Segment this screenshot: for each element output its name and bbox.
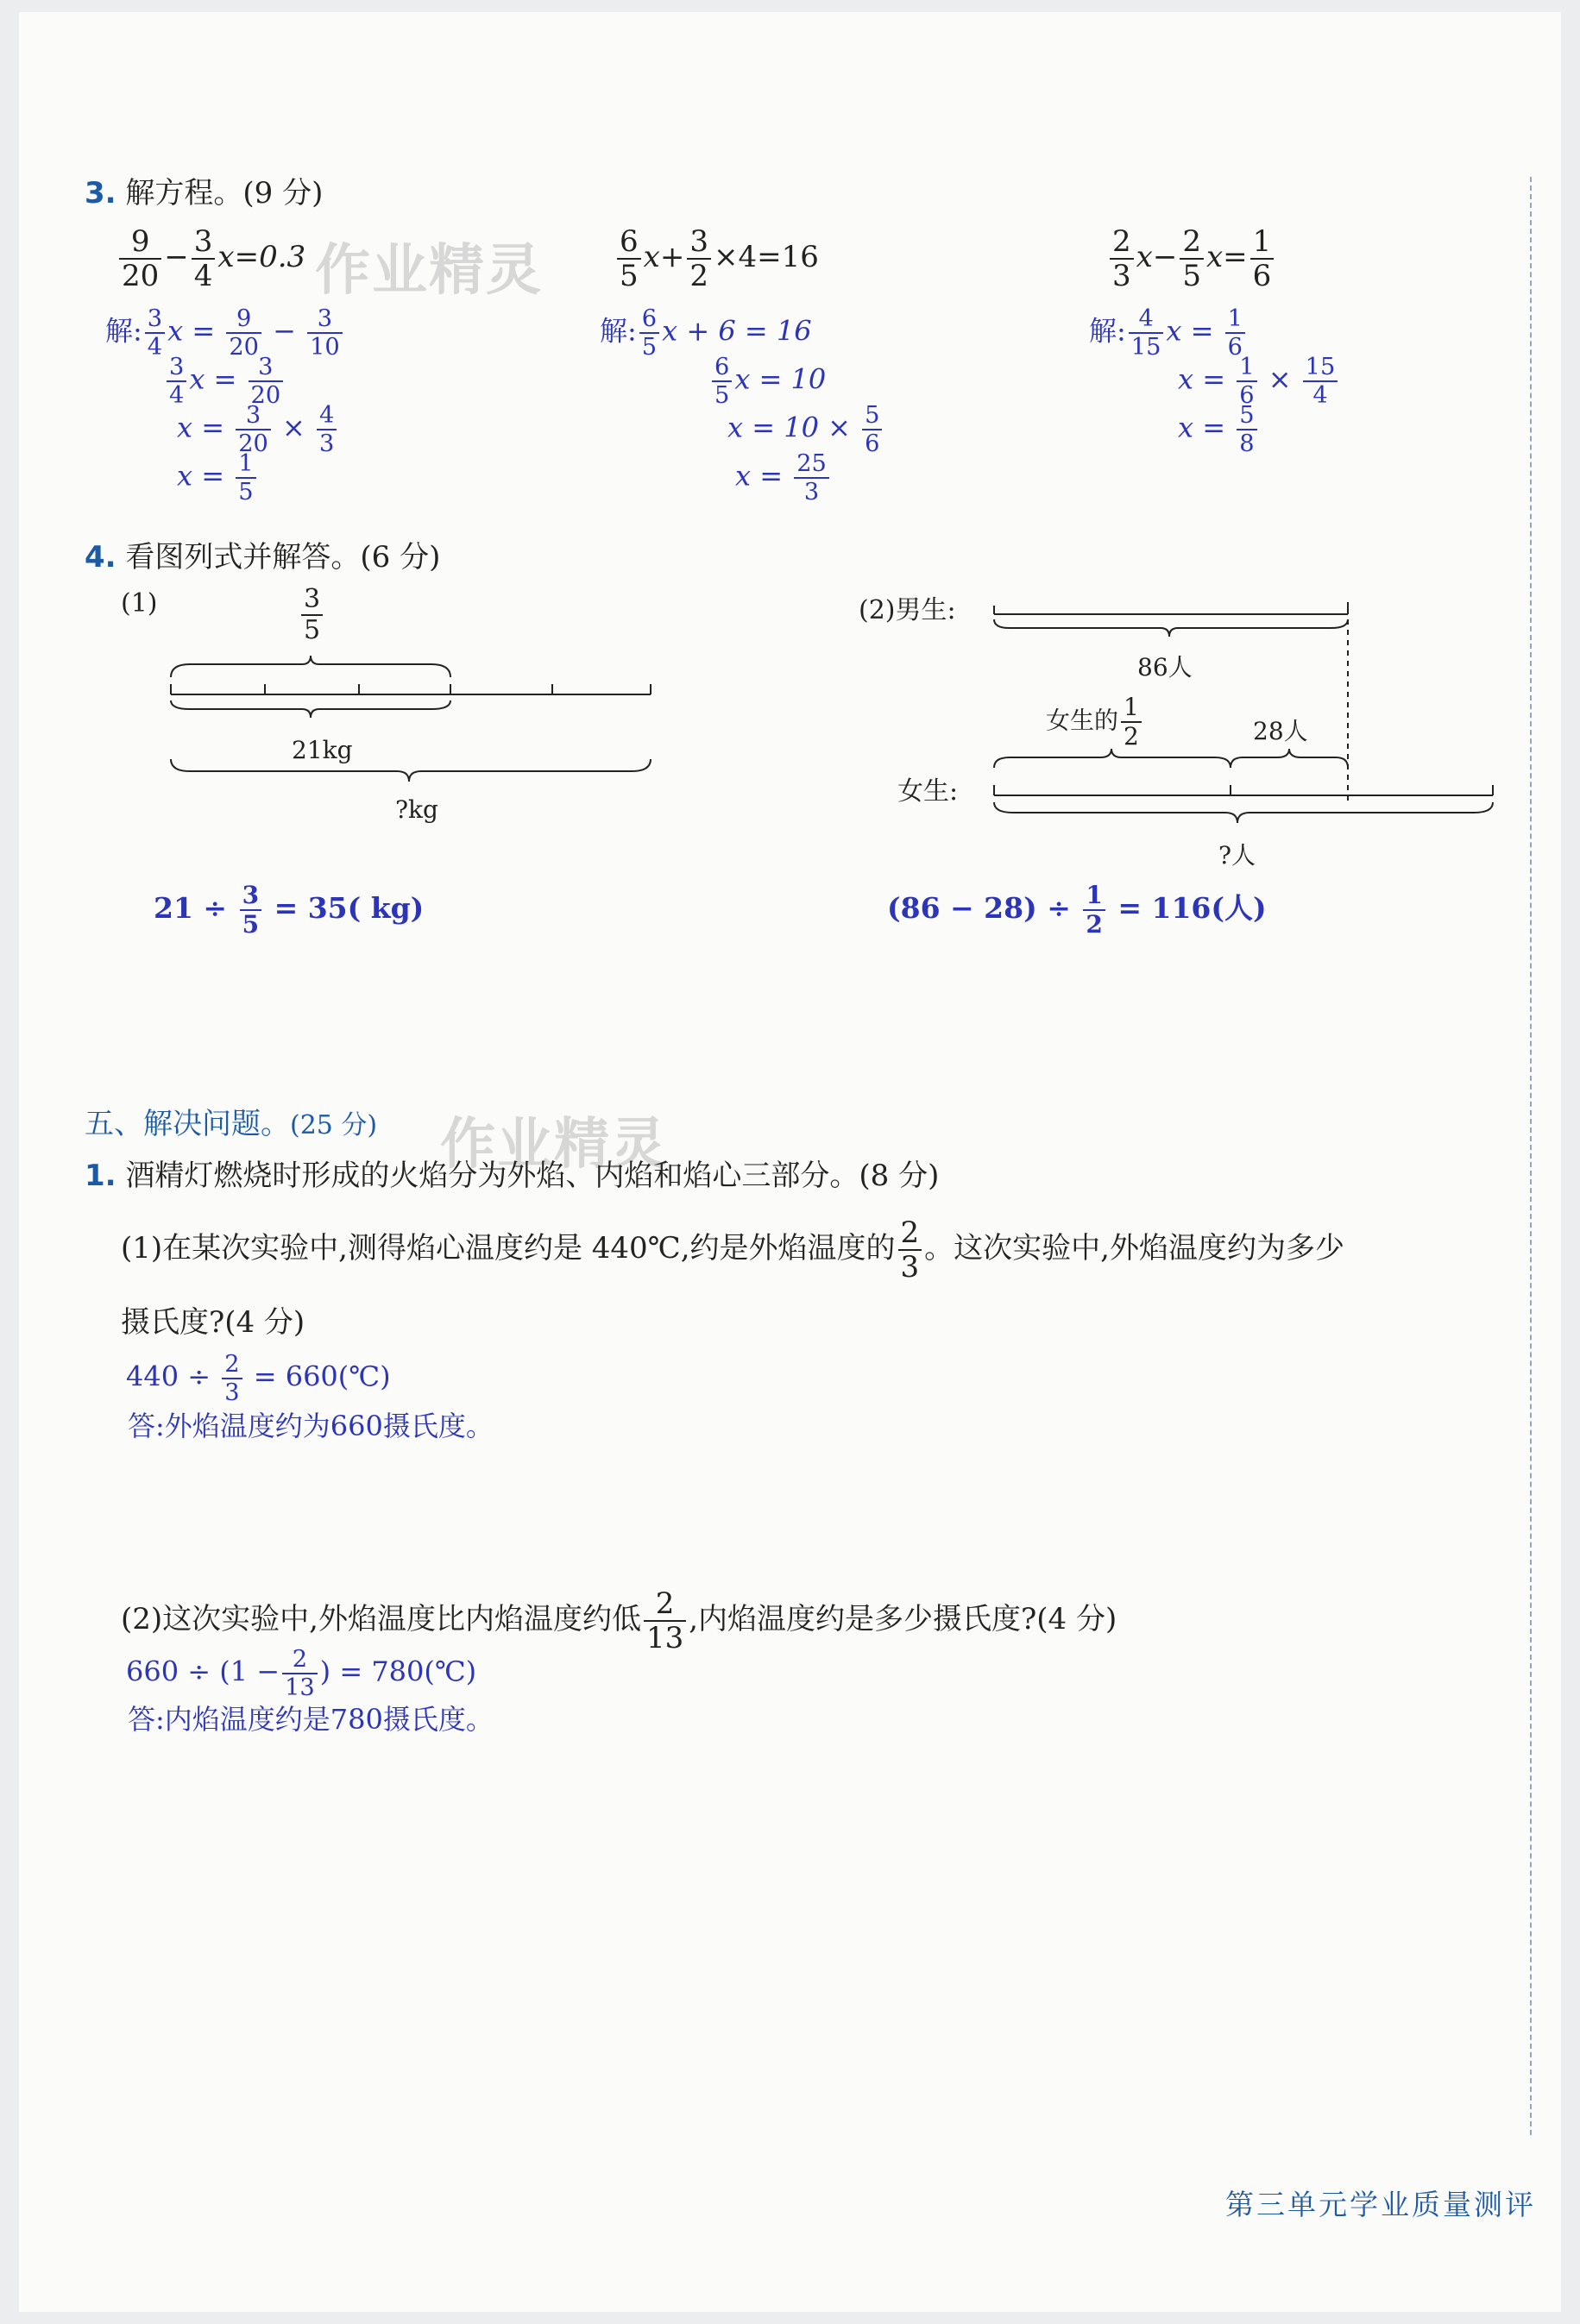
q4-heading: 4. 看图列式并解答。(6 分) bbox=[85, 540, 441, 575]
q3-title: 解方程。(9 分) bbox=[125, 176, 324, 210]
q4-number: 4. bbox=[85, 540, 116, 575]
watermark: 作业精灵 bbox=[440, 1113, 668, 1177]
solution-3-line-2: x = $\frac{1}{6}$ × $\frac{15}{4}$ bbox=[1178, 355, 1340, 407]
solution-1-line-3: x = $\frac{3}{20}$ × $\frac{4}{3}$ bbox=[177, 404, 339, 455]
diagram-1-known: 21kg bbox=[292, 736, 353, 764]
problem-1-sub-1: (1)在某次实验中,测得焰心温度约是 440℃,约是外焰温度的 $\frac{2}{3}$ 。这次实验中,外焰温度约为多少 bbox=[121, 1215, 1344, 1284]
q4-answer-2: (86 − 28) ÷ $\frac{1}{2}$ = 116(人) bbox=[887, 881, 1267, 939]
diagram-2-label: (2)男生: bbox=[859, 595, 956, 625]
problem-1-answer-1: 440 ÷ $\frac{2}{3}$ = 660(℃) bbox=[126, 1351, 391, 1407]
equation-3: $\frac{2}{3}$ x− $\frac{2}{5}$ x= $\frac{1}{6}$ bbox=[1107, 227, 1276, 291]
solution-1-line-2: $\frac{3}{4}$ x = $\frac{3}{20}$ bbox=[164, 355, 286, 407]
diagram-1-label: (1) bbox=[121, 588, 158, 619]
diagram-1-unknown: ?kg bbox=[395, 795, 438, 824]
solution-1-line-1: 解: $\frac{3}{4}$ x = $\frac{9}{20}$ − $\frac{3}{10}$ bbox=[105, 307, 345, 359]
problem-1-sub-2: (2)这次实验中,外焰温度比内焰温度约低 $\frac{2}{13}$ ,内焰温度约是多少摄氏度?(4 分) bbox=[121, 1586, 1117, 1655]
problem-1-reply-1: 答:外焰温度约为660摄氏度。 bbox=[128, 1410, 494, 1442]
page-footer: 第三单元学业质量测评 bbox=[1225, 2188, 1536, 2221]
solution-3-line-1: 解: $\frac{4}{15}$ x = $\frac{1}{6}$ bbox=[1089, 307, 1248, 359]
solution-2-line-3: x = 10 × $\frac{5}{6}$ bbox=[727, 404, 884, 455]
diagram-2-half-label: 女生的 $\frac{1}{2}$ bbox=[1046, 695, 1144, 749]
q4-answer-1: 21 ÷ $\frac{3}{5}$ = 35( kg) bbox=[154, 881, 425, 939]
problem-1-stem: 1. 酒精灯燃烧时形成的火焰分为外焰、内焰和焰心三部分。(8 分) bbox=[85, 1159, 940, 1193]
solution-2-line-2: $\frac{6}{5}$ x = 10 bbox=[709, 355, 826, 407]
equation-1: $\frac{9}{20}$ − $\frac{3}{4}$ x=0.3 bbox=[116, 227, 305, 291]
q3-number: 3. bbox=[85, 176, 116, 210]
problem-1-answer-2: 660 ÷ (1 − $\frac{2}{13}$ ) = 780(℃) bbox=[126, 1646, 477, 1702]
diagram-2-unknown: ?人 bbox=[1218, 841, 1256, 870]
watermark: 作业精灵 bbox=[315, 239, 543, 303]
diagram-2-boys-count: 86人 bbox=[1137, 653, 1193, 681]
solution-2-line-1: 解: $\frac{6}{5}$ x + 6 = 16 bbox=[600, 305, 812, 361]
diagram-2-diff: 28人 bbox=[1253, 717, 1308, 745]
margin-dashed-line bbox=[1530, 177, 1532, 2135]
diagram-1-segment bbox=[155, 656, 656, 798]
diagram-1-fraction: $\frac{3}{5}$ bbox=[299, 587, 325, 644]
problem-1-sub-1-cont: 摄氏度?(4 分) bbox=[121, 1305, 305, 1340]
diagram-2-girls-label: 女生: bbox=[897, 776, 959, 807]
solution-3-line-3: x = $\frac{5}{8}$ bbox=[1178, 404, 1260, 455]
problem-1-reply-2: 答:内焰温度约是780摄氏度。 bbox=[128, 1703, 494, 1736]
solution-1-line-4: x = $\frac{1}{5}$ bbox=[177, 452, 259, 504]
q3-heading bbox=[85, 169, 323, 211]
equation-2: $\frac{6}{5}$ x+ $\frac{3}{2}$ ×4=16 bbox=[614, 227, 819, 291]
section-5-heading: 五、解决问题。(25 分) bbox=[85, 1107, 378, 1141]
solution-2-line-4: x = $\frac{25}{3}$ bbox=[735, 452, 832, 504]
